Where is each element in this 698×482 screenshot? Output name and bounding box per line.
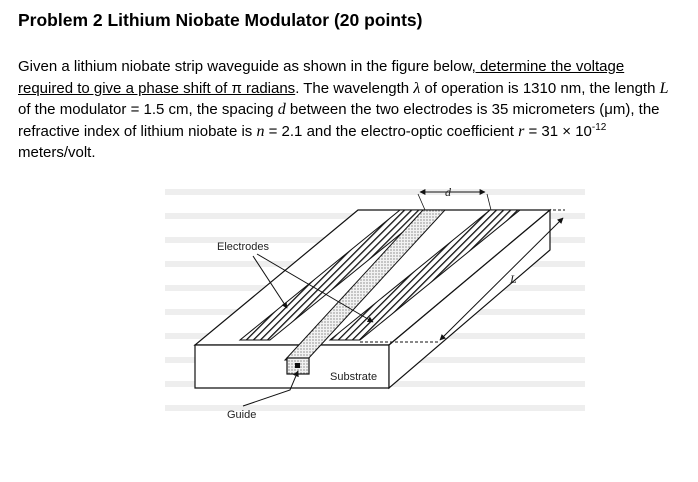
label-electrodes: Electrodes bbox=[217, 241, 269, 253]
problem-statement bbox=[18, 56, 683, 164]
d-extension-left bbox=[418, 194, 425, 210]
statement-text-4: of the modulator = 1.5 cm, the spacing bbox=[18, 101, 278, 118]
statement-underlined-task: , determine the voltage required to give a phase shift of π radians bbox=[18, 58, 625, 97]
refractive-index-symbol: n bbox=[256, 122, 265, 140]
statement-text-5: between the two electrodes is 35 micrometers (μm), the refractive index of lithium niobate is bbox=[18, 101, 660, 140]
spacing-symbol: d bbox=[277, 101, 286, 118]
label-guide: Guide bbox=[227, 409, 257, 421]
exponent: -12 bbox=[591, 121, 607, 133]
guide-core-marker bbox=[295, 363, 300, 368]
statement-text-1: Given a lithium niobate strip waveguide as shown in the figure below bbox=[18, 58, 472, 75]
label-substrate: Substrate bbox=[330, 371, 378, 383]
d-extension-right bbox=[487, 194, 491, 210]
length-symbol: L bbox=[659, 79, 669, 97]
statement-text-3: of operation is 1310 nm, the length bbox=[420, 79, 660, 97]
modulator-figure bbox=[165, 180, 585, 430]
label-L: L bbox=[510, 272, 517, 286]
statement-text-6: = 2.1 and the electro-optic coefficient bbox=[264, 122, 519, 140]
statement-text-7: = 31 × 10 bbox=[524, 122, 592, 140]
lambda-symbol: λ bbox=[413, 79, 421, 97]
statement-text-2: . The wavelength bbox=[295, 79, 414, 97]
problem-title: Problem 2 Lithium Niobate Modulator (20 points) bbox=[18, 10, 423, 30]
label-d: d bbox=[445, 185, 451, 199]
statement-text-8: meters/volt. bbox=[18, 144, 96, 161]
eo-coefficient-symbol: r bbox=[518, 122, 525, 140]
